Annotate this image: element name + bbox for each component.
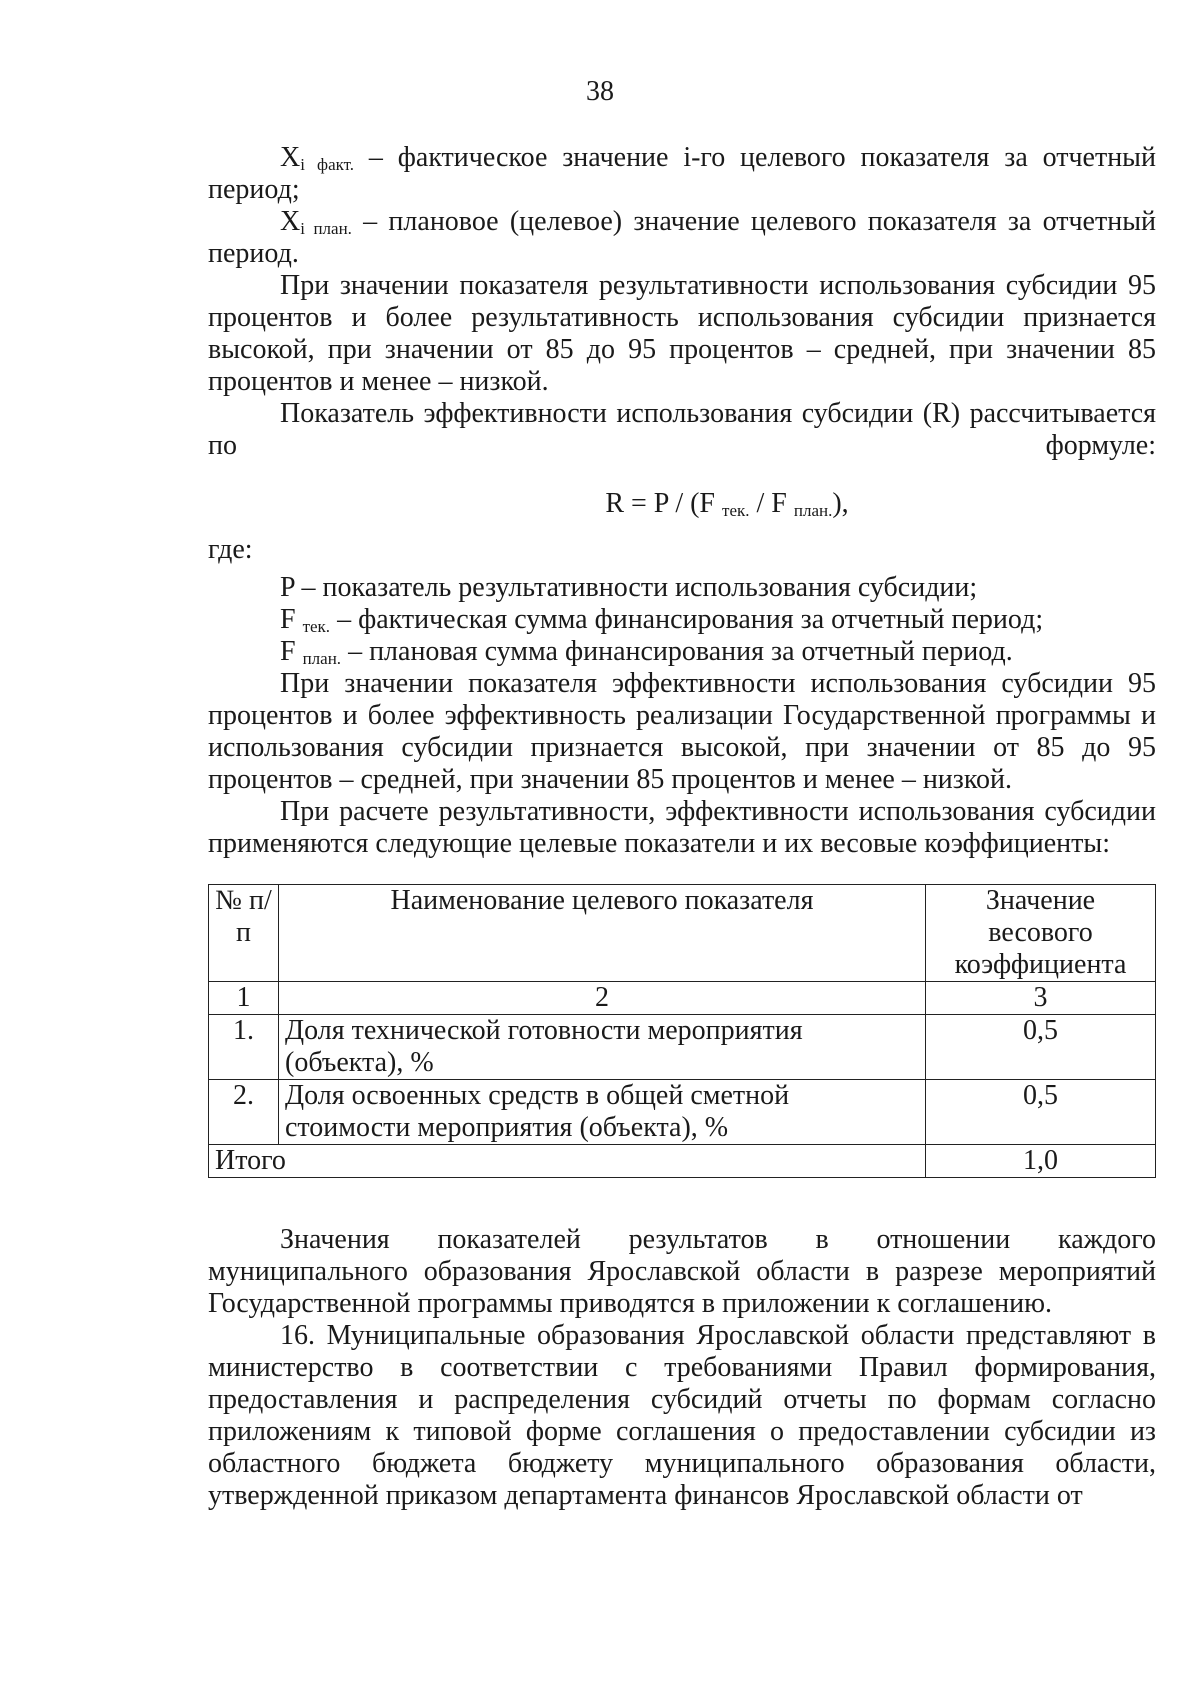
variable-text: – фактическая сумма финансирования за отчетный период; (330, 604, 1044, 635)
row-number: 2. (209, 1080, 279, 1145)
paragraph-efficiency-rating: При значении показателя эффективности использования субсидии 95 процентов и более эффективность реализации Государственной программы и использования субсидии признается высокой, при значении от 85 до 95 процентов – средней, при значении 85 процентов и менее – низкой. (208, 668, 1156, 795)
definition-symbol: X (280, 206, 301, 237)
definition-x-fact (208, 142, 1156, 206)
row-indicator-name: Доля освоенных средств в общей сметной стоимости мероприятия (объекта), % (279, 1080, 926, 1145)
variable-text: – показатель результативности использования субсидии; (294, 572, 978, 603)
row-number: 1. (209, 1015, 279, 1080)
variable-subscript: план. (302, 649, 342, 668)
table-total-row (209, 1145, 1156, 1178)
indicators-table (208, 884, 1156, 1178)
definition-text: – плановое (целевое) значение целевого показателя за отчетный период. (208, 206, 1156, 269)
column-number: 2 (279, 982, 926, 1015)
variable-symbol: P (280, 572, 295, 603)
page-number: 38 (586, 76, 614, 107)
table-header-row (209, 885, 1156, 982)
formula-part: / F (749, 488, 794, 519)
paragraph-result-rating: При значении показателя результативности использования субсидии 95 процентов и более результативность использования субсидии признается высокой, при значении от 85 до 95 процентов – средней, при значении 85 процентов и менее – низкой. (208, 270, 1156, 397)
header-weight: Значение весового коэффициента (926, 885, 1156, 982)
formula-part: R = P / (F (605, 488, 723, 519)
variable-f-plan (208, 636, 1156, 668)
row-indicator-name: Доля технической готовности мероприятия (объекта), % (279, 1015, 926, 1080)
total-label: Итого (209, 1145, 926, 1178)
definition-x-plan (208, 206, 1156, 270)
paragraph-section-16: 16. Муниципальные образования Ярославской области представляют в министерство в соответствии с требованиями Правил формирования, предоставления и распределения субсидий отчеты по формам согласно приложениям к типовой форме соглашения о предоставлении субсидии из областного бюджета бюджету муниципального образования области, утвержденной приказом департамента финансов Ярославской области от (208, 1320, 1156, 1511)
efficiency-formula (208, 488, 1156, 520)
table-row (209, 1080, 1156, 1145)
efficiency-intro-text: Показатель эффективности использования субсидии (R) рассчитывается по формуле: (208, 398, 1156, 461)
formula-subscript-plan: план. (793, 501, 833, 520)
variable-symbol: F (280, 604, 303, 635)
variable-text: – плановая сумма финансирования за отчетный период. (341, 636, 1013, 667)
definition-text: – фактическое значение i-го целевого показателя за отчетный период; (208, 142, 1156, 205)
paragraph-efficiency-intro (208, 398, 1156, 462)
variable-symbol: F (280, 636, 303, 667)
page-body (208, 142, 1156, 1512)
header-number: № п/п (209, 885, 279, 982)
definition-subscript: i план. (300, 219, 352, 238)
variable-subscript: тек. (302, 617, 331, 636)
variable-p (208, 572, 1156, 604)
formula-part: ), (832, 488, 849, 519)
row-weight: 0,5 (926, 1080, 1156, 1145)
where-label: где: (208, 534, 253, 565)
column-number: 1 (209, 982, 279, 1015)
definition-symbol: X (280, 142, 301, 173)
column-number: 3 (926, 982, 1156, 1015)
definition-subscript: i факт. (300, 155, 355, 174)
table-column-numbers-row (209, 982, 1156, 1015)
row-weight: 0,5 (926, 1015, 1156, 1080)
table-row (209, 1015, 1156, 1080)
formula-subscript-tek: тек. (722, 501, 750, 520)
variable-f-tek (208, 604, 1156, 636)
paragraph-indicators-intro: При расчете результативности, эффективности использования субсидии применяются следующие целевые показатели и их весовые коэффициенты: (208, 796, 1156, 859)
paragraph-indicator-values: Значения показателей результатов в отношении каждого муниципального образования Ярославской области в разрезе мероприятий Государственной программы приводятся в приложении к соглашению. (208, 1224, 1156, 1319)
total-value: 1,0 (926, 1145, 1156, 1178)
header-indicator-name: Наименование целевого показателя (279, 885, 926, 982)
